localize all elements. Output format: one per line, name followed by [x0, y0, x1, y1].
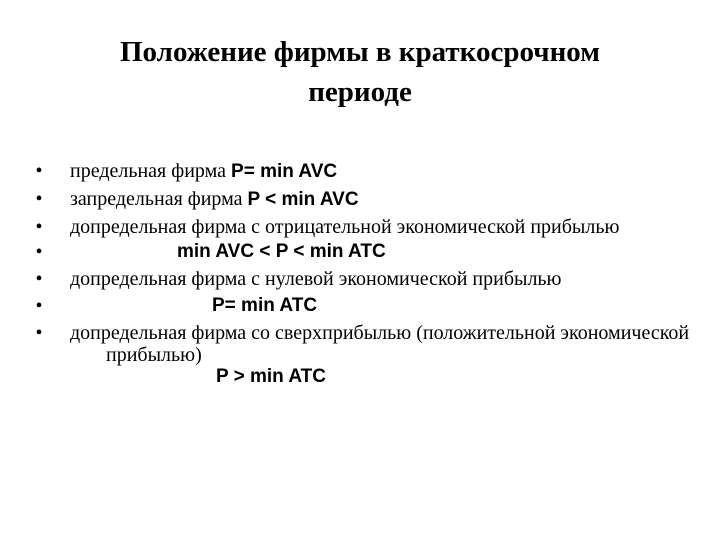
- item-text: допредельная фирма с нулевой экономической прибылью: [70, 268, 562, 290]
- item-text: запредельная фирма: [70, 188, 248, 210]
- list-item-marginal-firm: [32, 160, 692, 183]
- bullet-icon: •: [35, 322, 43, 344]
- item-formula: P= min ATC: [212, 295, 318, 316]
- bullet-icon: •: [35, 241, 43, 263]
- slide-title: [60, 32, 660, 112]
- list-item-negative-profit-condition: [32, 241, 692, 263]
- bullet-list: [32, 160, 692, 393]
- title-line-2: периоде: [308, 76, 412, 108]
- item-formula: P= min AVC: [231, 161, 338, 182]
- list-item-zero-profit-condition: [32, 295, 692, 317]
- bullet-icon: •: [35, 160, 43, 182]
- item-formula: P < min AVC: [247, 189, 359, 210]
- item-text: предельная фирма: [70, 160, 232, 182]
- list-item-submarginal-firm: [32, 188, 692, 211]
- item-text-continued: прибылью): [106, 344, 202, 366]
- bullet-icon: •: [35, 268, 43, 290]
- bullet-icon: •: [35, 295, 43, 317]
- list-item-supernormal-profit: [32, 322, 692, 388]
- list-item-zero-profit: [32, 268, 692, 290]
- title-line-1: Положение фирмы в краткосрочном: [120, 36, 600, 68]
- bullet-icon: •: [35, 188, 43, 210]
- item-text: допредельная фирма со сверхприбылью (положительной экономической: [70, 322, 690, 344]
- list-item-negative-profit: [32, 216, 692, 238]
- item-formula: P > min ATC: [216, 366, 326, 387]
- item-text: допредельная фирма с отрицательной экономической прибылью: [70, 216, 620, 238]
- item-formula: min AVC < P < min ATC: [177, 241, 386, 262]
- bullet-icon: •: [35, 216, 43, 238]
